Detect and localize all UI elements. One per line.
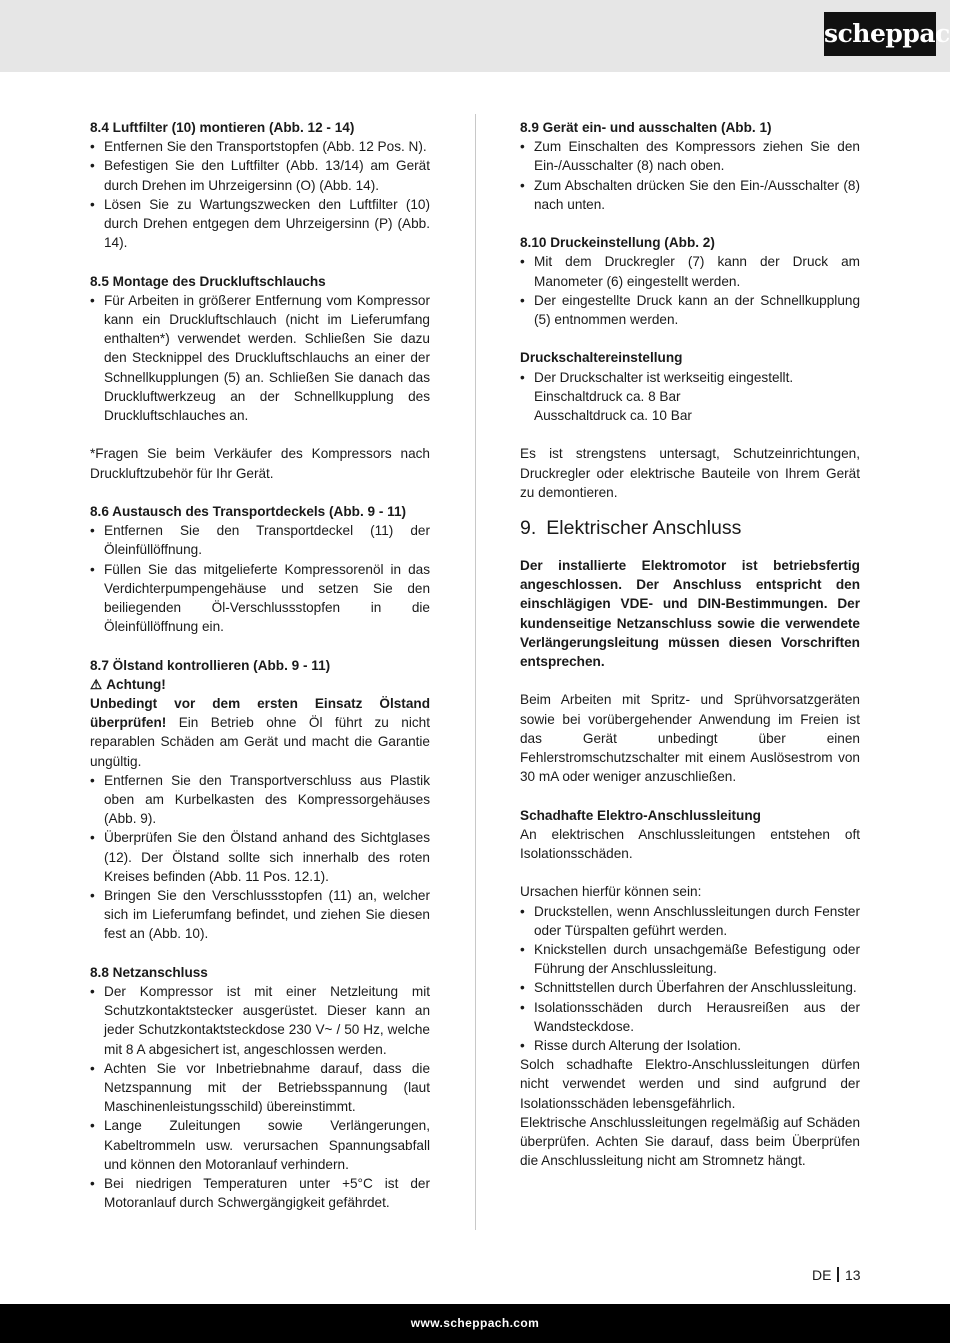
- list-item: • Zum Einschalten des Kompressors ziehen Sie den Ein-/Ausschalter (8) nach oben.: [520, 137, 860, 175]
- warning-label: [90, 675, 430, 694]
- list-item: • Der eingestellte Druck kann an der Schnellkupplung (5) entnommen werden.: [520, 291, 860, 329]
- list-item: • Schnittstellen durch Überfahren der Anschlussleitung.: [520, 978, 860, 997]
- bullet-list: [90, 521, 430, 636]
- section-8-10: [520, 233, 860, 329]
- warning-icon: ⚠: [90, 676, 103, 692]
- left-column: [90, 118, 430, 1213]
- section-8-4: [90, 118, 430, 252]
- website-url: www.scheppach.com: [410, 1316, 540, 1330]
- section-heading: Druckschaltereinstellung: [520, 350, 683, 366]
- list-item: • Entfernen Sie den Transportverschluss aus Plastik oben am Kurbelkasten des Kompressorgehäuses (Abb. 9).: [90, 771, 430, 829]
- list-item: • Der Kompressor ist mit einer Netzleitung mit Schutzkontaktstecker ausgerüstet. Dieser kann an jeder Schutzkontaktsteckdose 230 V~ / 50 Hz, welche mit 8 A abgesichert ist, angeschlossen werden.: [90, 982, 430, 1059]
- section-heading: 8.10 Druckeinstellung (Abb. 2): [520, 235, 715, 251]
- paragraph: Beim Arbeiten mit Spritz- und Sprühvorsatzgeräten sowie bei vorübergehender Anwendung im Freien ist das Gerät unbedingt über einen Fehlerstromschutzschalter mit einem Auslösestrom von 30 mA oder weniger anzuschließen.: [520, 692, 860, 785]
- section-heading: 8.6 Austausch des Transportdeckels (Abb. 9 - 11): [90, 504, 407, 520]
- list-item: • Überprüfen Sie den Ölstand anhand des Sichtglases (12). Der Ölstand sollte sich innerhalb des roten Kreises befinden (Abb. 11 Pos. 12.1).: [90, 828, 430, 886]
- list-item: • Achten Sie vor Inbetriebnahme darauf, dass die Netzspannung mit der Betriebsspannung (laut Maschinenleistungsschild) übereinstimmt.: [90, 1059, 430, 1117]
- list-item-text: • Der Druckschalter ist werkseitig eingestellt.: [534, 369, 794, 385]
- page-num: 13: [844, 1267, 861, 1283]
- list-item: • Füllen Sie das mitgelieferte Kompressorenöl in das Verdichterpumpengehäuse und setzen Sie den beiliegenden Öl-Verschlussstopfen in die Öleinfüllöffnung ein.: [90, 560, 430, 637]
- list-item: • Für Arbeiten in größerer Entfernung vom Kompressor kann ein Druckluftschlauch (nicht im Lieferumfang enthalten*) verwendet werden. Schließen Sie dazu den Stecknippel des Druckluftschlauchs an einer der Schnellkupplungen (5) an. Schließen Sie danach das Druckluftwerkzeug an der Schnellkupplung des Druckluftschlauches an.: [90, 291, 430, 425]
- list-item: • Mit dem Druckregler (7) kann der Druck am Manometer (6) eingestellt werden.: [520, 252, 860, 290]
- list-item: • Lösen Sie zu Wartungszwecken den Luftfilter (10) durch Drehen entgegen dem Uhrzeigersinn (P) (Abb. 14).: [90, 195, 430, 253]
- separator: [837, 1267, 839, 1282]
- bullet-list: [90, 982, 430, 1212]
- pressure-on: Einschaltdruck ca. 8 Bar: [534, 388, 681, 404]
- list-item: • Isolationsschäden durch Herausreißen aus der Wandsteckdose.: [520, 998, 860, 1036]
- chapter-heading: [520, 516, 860, 540]
- section-heading: 8.7 Ölstand kontrollieren (Abb. 9 - 11): [90, 657, 331, 673]
- list-item: • Entfernen Sie den Transportstopfen (Abb. 12 Pos. N).: [90, 137, 430, 156]
- list-item: • Lange Zuleitungen sowie Verlängerungen, Kabeltrommeln usw. verursachen Spannungsabfall und können den Motoranlauf verhindern.: [90, 1116, 430, 1174]
- list-item: • Druckstellen, wenn Anschlussleitungen durch Fenster oder Türspalten geführt werden.: [520, 902, 860, 940]
- header-band: [0, 0, 950, 72]
- list-item: • Befestigen Sie den Luftfilter (Abb. 13/14) am Gerät durch Drehen im Uhrzeigersinn (O) (Abb. 14).: [90, 156, 430, 194]
- paragraph: Solch schadhafte Elektro-Anschlussleitungen dürfen nicht verwendet werden und sind aufgrund der Isolationsschäden lebensgefährlich.: [520, 1057, 860, 1111]
- section-8-6: [90, 502, 430, 636]
- section-schadhafte-leitung: [520, 806, 860, 1171]
- paragraph: An elektrischen Anschlussleitungen entstehen oft Isolationsschäden.: [520, 826, 860, 862]
- section-heading: 8.8 Netzanschluss: [90, 964, 208, 980]
- right-column: [520, 118, 860, 1170]
- bold-paragraph: Der installierte Elektromotor ist betriebsfertig angeschlossen. Der Anschluss entspricht den einschlägigen VDE- und DIN-Bestimmungen. Der kundenseitige Netzanschluss sowie die verwendete Verlängerungsleitung müssen diesen Vorschriften entsprechen.: [520, 558, 860, 670]
- warning-text: Achtung!: [106, 676, 166, 692]
- column-divider: [475, 114, 476, 1230]
- scheppach-logo: scheppach: [824, 12, 936, 56]
- list-item: • Zum Abschalten drücken Sie den Ein-/Ausschalter (8) nach unten.: [520, 176, 860, 214]
- list-item: • Knickstellen durch unsachgemäße Befestigung oder Führung der Anschlussleitung.: [520, 940, 860, 978]
- warning-paragraph: [90, 694, 430, 771]
- bullet-list: [90, 291, 430, 425]
- causes-label: Ursachen hierfür können sein:: [520, 884, 702, 900]
- section-8-5: [90, 272, 430, 483]
- bullet-list: [520, 252, 860, 329]
- list-item: • Risse durch Alterung der Isolation.: [520, 1036, 860, 1055]
- language-code: DE: [812, 1267, 832, 1283]
- section-8-9: [520, 118, 860, 214]
- chapter-number: 9.: [520, 517, 537, 540]
- list-item: • Entfernen Sie den Transportdeckel (11) der Öleinfüllöffnung.: [90, 521, 430, 559]
- section-heading: 8.4 Luftfilter (10) montieren (Abb. 12 - 14): [90, 120, 355, 135]
- section-druckschalter: [520, 348, 860, 502]
- list-item: [520, 368, 860, 426]
- bullet-list: [90, 771, 430, 944]
- footer-band: [0, 1304, 950, 1343]
- section-heading: 8.9 Gerät ein- und ausschalten (Abb. 1): [520, 120, 772, 135]
- section-8-7: [90, 656, 430, 944]
- bullet-list: [520, 368, 860, 426]
- section-heading: Schadhafte Elektro-Anschlussleitung: [520, 807, 761, 823]
- bullet-list: [90, 137, 430, 252]
- warning-bold: Unbedingt vor dem ersten Einsatz Ölstand überprüfen!: [90, 696, 430, 731]
- list-item: • Bei niedrigen Temperaturen unter +5°C ist der Motoranlauf durch Schwergängigkeit gefährdet.: [90, 1174, 430, 1212]
- paragraph: Elektrische Anschlussleitungen regelmäßig auf Schäden überprüfen. Achten Sie darauf, dass beim Überprüfen die Anschlussleitung nicht am Stromnetz hängt.: [520, 1114, 860, 1169]
- warning-paragraph: Es ist strengstens untersagt, Schutzeinrichtungen, Druckregler oder elektrische Bauteile von Ihrem Gerät zu demontieren.: [520, 446, 860, 500]
- section-heading: 8.5 Montage des Druckluftschlauchs: [90, 273, 326, 289]
- footnote: *Fragen Sie beim Verkäufer des Kompressors nach Druckluftzubehör für Ihr Gerät.: [90, 446, 430, 481]
- bullet-list: [520, 902, 860, 1056]
- bullet-list: [520, 137, 860, 214]
- page-number: [812, 1266, 861, 1284]
- section-8-8: [90, 963, 430, 1213]
- pressure-off: Ausschaltdruck ca. 10 Bar: [534, 408, 692, 424]
- warning-body: Ein Betrieb ohne Öl führt zu nicht reparablen Schäden am Gerät und macht die Garantie ungültig.: [90, 715, 430, 769]
- list-item: • Bringen Sie den Verschlussstopfen (11) an, welcher sich im Lieferumfang befindet, und ziehen Sie diesen fest an (Abb. 10).: [90, 886, 430, 944]
- chapter-title: Elektrischer Anschluss: [546, 517, 742, 540]
